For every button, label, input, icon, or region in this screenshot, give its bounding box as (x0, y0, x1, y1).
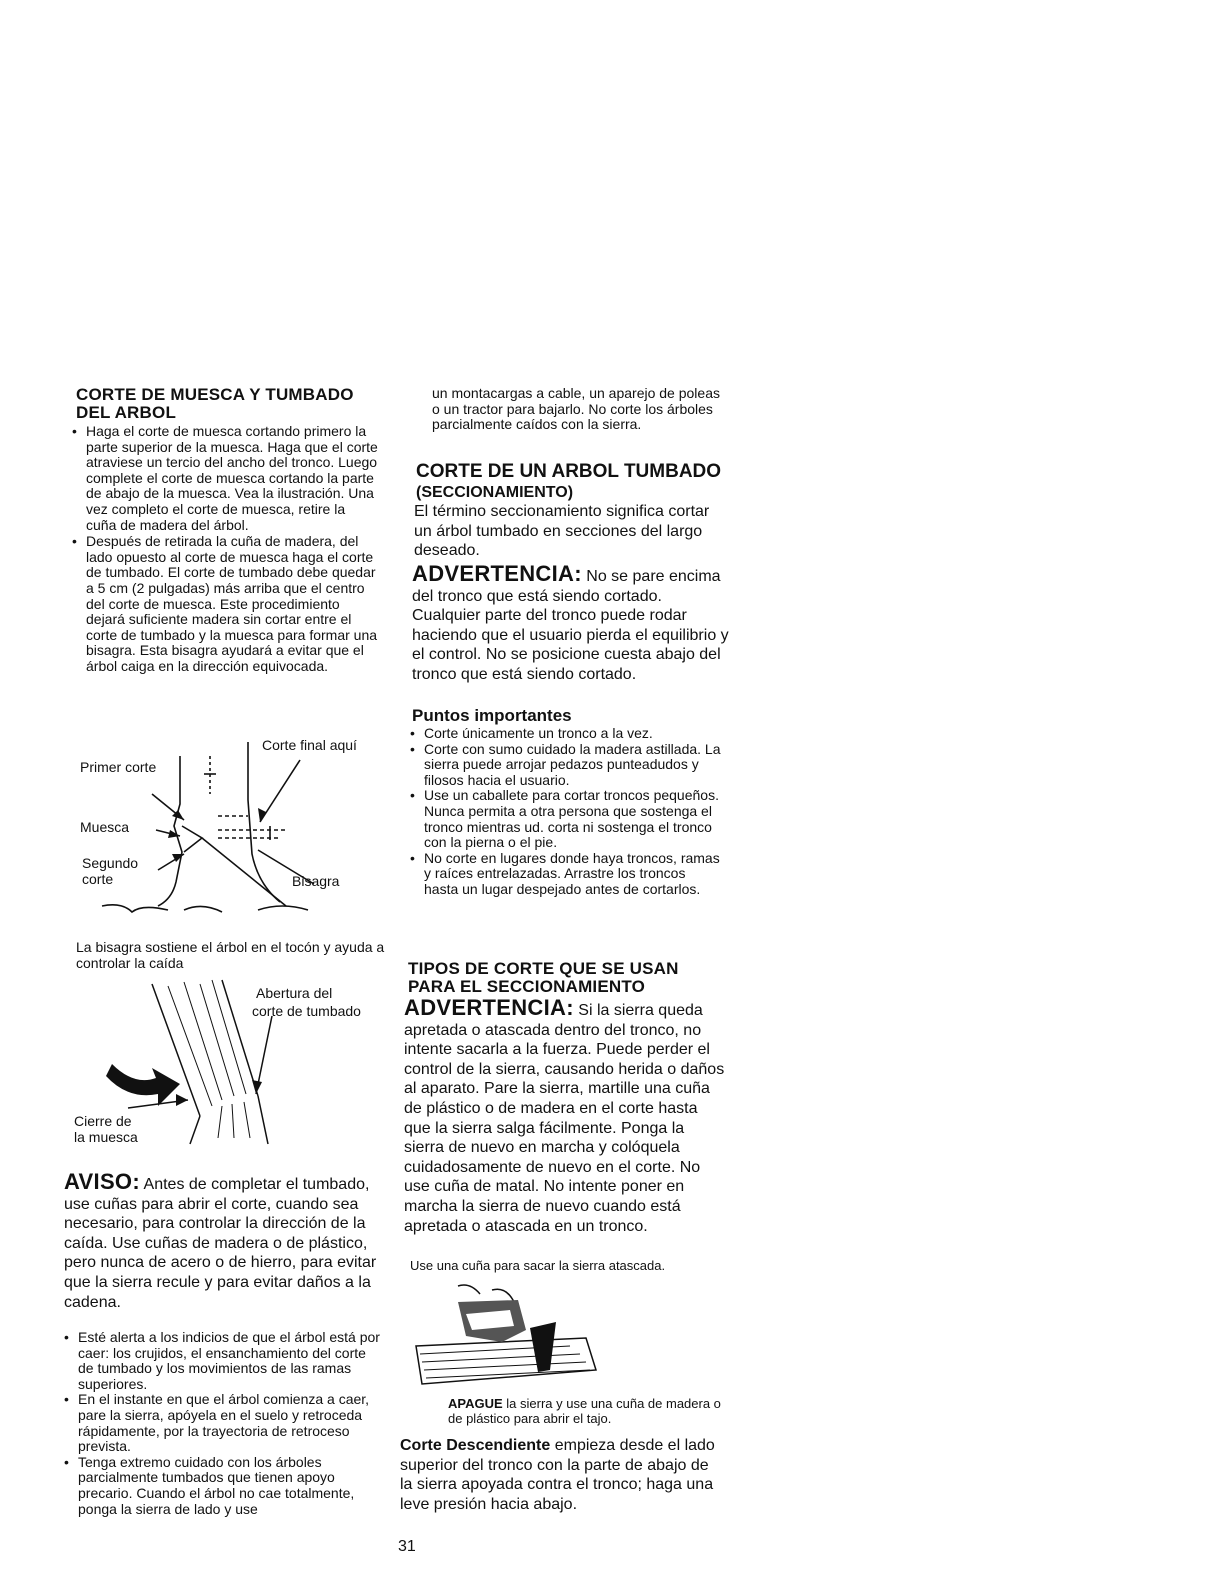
saw-wedge-drawing (410, 1280, 610, 1392)
falling-tree-diagram (72, 976, 392, 1148)
label-abertura-2: corte de tumbado (252, 1003, 361, 1019)
title-line: TIPOS DE CORTE QUE SE USAN (408, 959, 679, 978)
label-corte-final: Corte final aquí (262, 737, 357, 753)
list-item: • En el instante en que el árbol comienza a caer, pare la sierra, apóyela en el suelo y retroceda rápidamente, por la trayectoria de retroceso prevista. (64, 1392, 384, 1454)
descendiente-label: Corte Descendiente (400, 1437, 551, 1454)
seccionamiento-definition: El término seccionamiento significa cortar un árbol tumbado en secciones del largo deseado. (414, 503, 710, 560)
notch-shape (182, 826, 202, 852)
notch-cut-bullets (72, 424, 378, 675)
descendiente-text: empieza desde el lado superior del tronco con la parte de abajo de la sierra apoyada contra el tronco; haga una leve presión hacia abajo. (400, 1437, 715, 1513)
fall-direction-arrow (106, 1064, 180, 1106)
aviso-label: AVISO: (64, 1169, 140, 1194)
title-line: DEL ARBOL (76, 403, 177, 422)
label-bisagra: Bisagra (292, 873, 340, 889)
list-item: • Corte con sumo cuidado la madera astillada. La sierra puede arrojar pedazos punteadudos y filosos hacia el usuario. (410, 742, 722, 789)
label-muesca: Muesca (80, 819, 130, 835)
aviso-bullets (64, 1330, 384, 1517)
apague-label: APAGUE (448, 1396, 503, 1411)
list-item: • Después de retirada la cuña de madera, del lado opuesto al corte de muesca haga el corte de tumbado. El corte de tumbado debe quedar a 5 cm (2 pulgadas) más arriba que el centro del corte de muesca. Este procedimiento dejará suficiente madera sin cortar entre el corte de tumbado y la muesca para formar una bisagra. Esta bisagra ayudará a evitar que el árbol caiga en la dirección equivocada. (72, 534, 378, 674)
warning-2 (404, 995, 728, 1236)
label-cierre-2: la muesca (74, 1129, 138, 1145)
wedge-caption-top: Use una cuña para sacar la sierra atascada. (410, 1258, 666, 1273)
continuation-text: un montacargas a cable, un aparejo de poleas o un tractor para bajarlo. No corte los árboles parcialmente caídos con la sierra. (432, 385, 720, 433)
list-item: • Tenga extremo cuidado con los árboles parcialmente tumbados que tienen apoyo precario. Cuando el árbol no cae totalmente, ponga la sierra de lado y use (64, 1455, 384, 1517)
puntos-title: Puntos importantes (412, 706, 572, 725)
section-title-seccionamiento (416, 462, 736, 503)
left-column (72, 386, 392, 675)
title-line: (SECCIONAMIENTO) (416, 484, 574, 501)
list-item: • Haga el corte de muesca cortando primero la parte superior de la muesca. Haga que el corte atraviese un tercio del ancho del tronco. Luego complete el corte de muesca cortando la parte de abajo de la muesca. Vea la ilustración. Una vez completo el corte de muesca, retire la cuña de madera del árbol. (72, 424, 378, 533)
section-title-corte-de-muesca (72, 386, 392, 422)
title-line: PARA EL SECCIONAMIENTO (408, 977, 646, 996)
label-segundo: Segundo (82, 855, 139, 871)
aviso-text: Antes de completar el tumbado, use cuñas para abrir el corte, cuando sea necesario, para controlar la dirección de la caída. Use cuñas de madera o de plástico, pero nunca de acero o de hierro, para evitar que la sierra recule y para evitar daños a la cadena. (64, 1176, 377, 1311)
label-abertura-1: Abertura del (256, 985, 333, 1001)
title-line: CORTE DE MUESCA Y TUMBADO (76, 385, 354, 404)
section-title-tipos-de-corte (408, 960, 728, 996)
label-cierre-1: Cierre de (74, 1113, 132, 1129)
notch-diagram (72, 734, 392, 924)
warning-1 (412, 561, 730, 685)
notch-diagram-caption: La bisagra sostiene el árbol en el tocón y ayuda a controlar la caída (76, 939, 385, 971)
warning-text: No se pare encima del tronco que está siendo cortado. Cualquier parte del tronco puede rodar haciendo que el usuario pierda el equilibrio y el control. No se posicione cuesta abajo del tronco que está siendo cortado. (412, 568, 729, 683)
page-number: 31 (398, 1538, 416, 1555)
aviso-block (64, 1169, 394, 1312)
saw-wedge-illustration (410, 1280, 610, 1392)
puntos-bullets (410, 726, 722, 898)
label-corte: corte (82, 871, 114, 887)
list-item: • No corte en lugares donde haya troncos, ramas y raíces entrelazadas. Arrastre los troncos hasta un lugar despejado antes de cortarlos. (410, 851, 722, 898)
warning-label: ADVERTENCIA: (412, 561, 582, 586)
title-line: CORTE DE UN ARBOL TUMBADO (416, 461, 722, 482)
apague-text: la sierra y use una cuña de madera o de plástico para abrir el tajo. (448, 1396, 721, 1426)
warning-text: Si la sierra queda apretada o atascada dentro del tronco, no intente sacarla a la fuerza. Puede perder el control de la sierra, causando herida o daños al aparato. Pare la sierra, martille una cuña de plástico o de madera en el corte hasta que la sierra salga fácilmente. Ponga la sierra de nuevo en marcha y colóquela cuidadosamente de nuevo en el corte. No use cuña de matal. No intente poner en marcha la sierra de nuevo cuando está apretada o atascada en un tronco. (404, 1002, 725, 1235)
list-item: • Corte únicamente un tronco a la vez. (410, 726, 722, 742)
warning-label: ADVERTENCIA: (404, 995, 574, 1020)
wedge-caption-bottom (448, 1396, 738, 1426)
label-primer-corte: Primer corte (80, 759, 157, 775)
list-item: • Esté alerta a los indicios de que el árbol está por caer: los crujidos, el ensanchamiento del corte de tumbado y los movimientos de las ramas superiores. (64, 1330, 384, 1392)
descendiente-block (400, 1436, 716, 1514)
list-item: • Use un caballete para cortar troncos pequeños. Nunca permita a otra persona que sostenga el tronco mientras ud. corta ni sostenga el tronco con la pierna o el pie. (410, 788, 722, 850)
trunk-right-edge (248, 742, 280, 902)
